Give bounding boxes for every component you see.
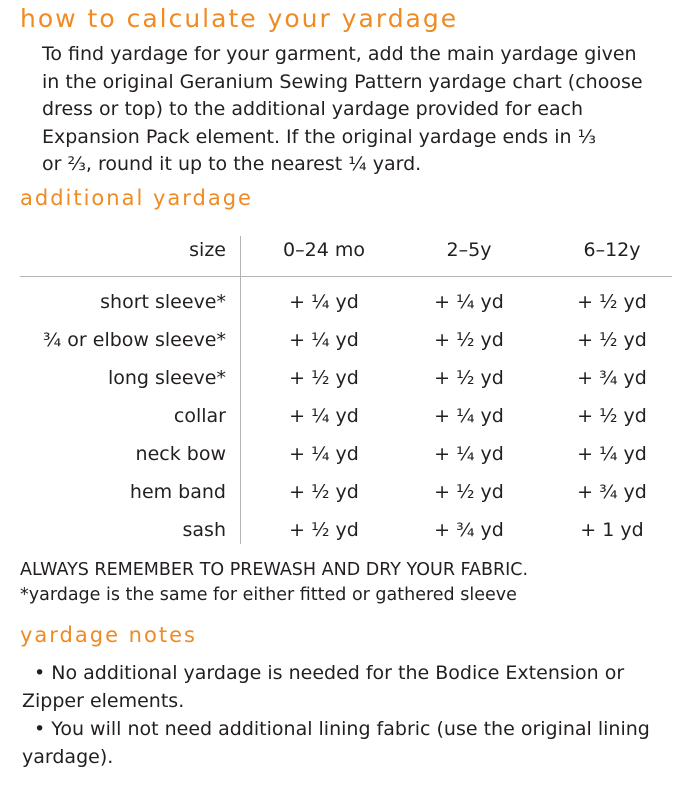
yardage-value: + ½ yd [577,329,647,351]
header-6-12y: 6–12y [583,239,641,261]
bullet-line: Zipper elements. [22,689,185,712]
table-row [20,283,672,321]
prewash-reminder: ALWAYS REMEMBER TO PREWASH AND DRY YOUR FABRIC. [20,560,529,580]
intro-line: in the original Geranium Sewing Pattern yardage chart (choose [42,70,643,93]
yardage-value: + ¼ yd [434,405,504,427]
intro-line: or ⅔, round it up to the nearest ¼ yard. [42,153,422,175]
yardage-value: + ¼ yd [434,443,504,465]
bullet-line: • No additional yardage is needed for the Bodice Extension or [34,662,625,684]
bullet-line: • You will not need additional lining fabric (use the original lining [34,718,650,740]
note-bullet [22,716,650,771]
intro-line: Expansion Pack element. If the original yardage ends in ⅓ [42,125,597,148]
heading-calculate-yardage: how to calculate your yardage [20,4,459,33]
yardage-value: + ¼ yd [289,329,359,351]
yardage-value: + ½ yd [577,405,647,427]
header-0-24-mo: 0–24 mo [283,239,365,261]
row-label: long sleeve* [107,367,226,389]
table-row [20,359,672,397]
yardage-value: + ¼ yd [289,443,359,465]
table-header-row [20,230,672,270]
table-header-divider [20,276,672,277]
row-label: sash [182,519,226,541]
asterisk-footnote: *yardage is the same for either fitted or gathered sleeve [20,585,517,605]
yardage-value: + ½ yd [289,519,359,541]
yardage-value: + ½ yd [577,291,647,313]
intro-line: dress or top) to the additional yardage provided for each [42,98,584,120]
table-row [20,511,672,549]
heading-yardage-notes: yardage notes [20,623,197,647]
yardage-value: + ½ yd [434,481,504,503]
intro-line: To find yardage for your garment, add the main yardage given [42,43,637,65]
yardage-value: + ¼ yd [434,291,504,313]
yardage-value: + ¾ yd [577,367,647,389]
yardage-table [20,230,672,541]
yardage-value: + ½ yd [434,329,504,351]
yardage-value: + 1 yd [580,519,644,541]
header-size: size [189,239,226,261]
row-label: ¾ or elbow sleeve* [42,329,226,351]
yardage-value: + ¾ yd [577,481,647,503]
note-bullet [22,660,624,715]
yardage-value: + ½ yd [289,481,359,503]
yardage-value: + ¼ yd [289,291,359,313]
row-label: hem band [129,481,226,503]
row-label: short sleeve* [100,291,226,313]
heading-additional-yardage: additional yardage [20,186,253,210]
yardage-value: + ½ yd [434,367,504,389]
yardage-value: + ¼ yd [289,405,359,427]
table-row [20,435,672,473]
table-row [20,473,672,511]
row-label: neck bow [135,443,226,465]
table-body [20,283,672,549]
yardage-value: + ½ yd [289,367,359,389]
header-2-5y: 2–5y [446,239,492,261]
row-label: collar [173,405,226,427]
table-row [20,397,672,435]
yardage-value: + ¾ yd [434,519,504,541]
yardage-value: + ¼ yd [577,443,647,465]
table-row [20,321,672,359]
intro-paragraph [42,41,643,179]
bullet-line: yardage). [22,745,114,768]
